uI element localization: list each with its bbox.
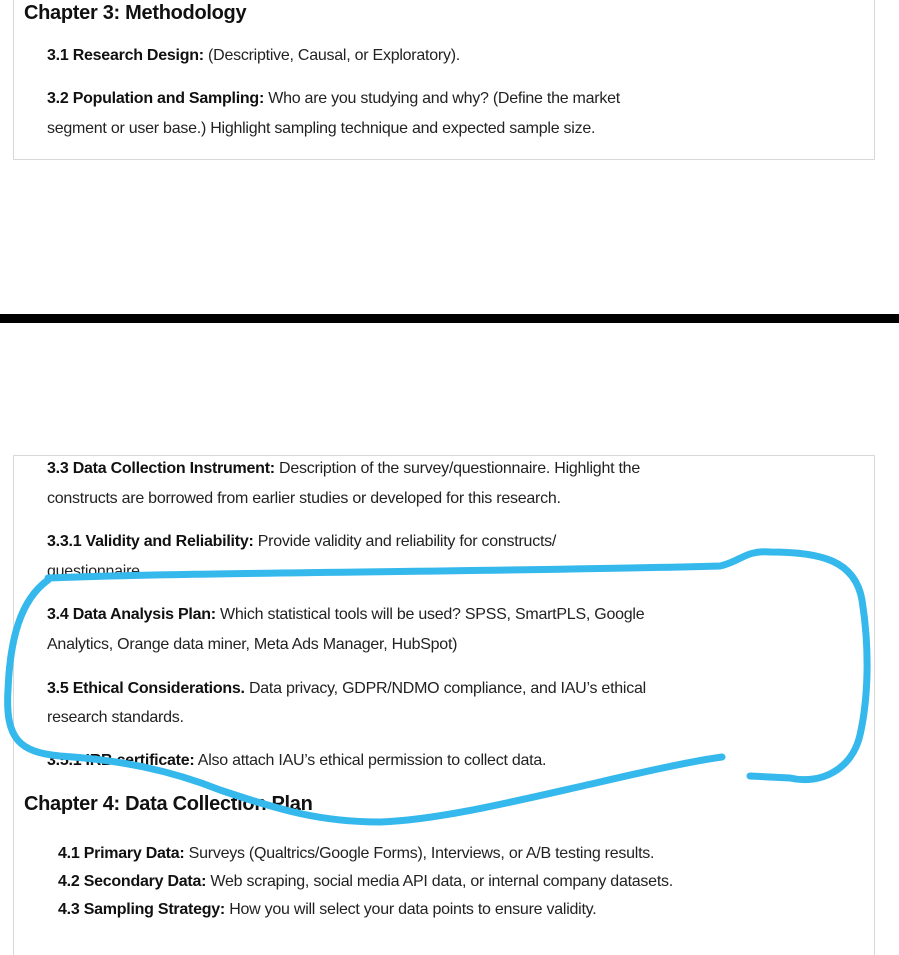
item-label: 3.5.1 IRB certificate: bbox=[47, 752, 195, 769]
item-label: 4.3 Sampling Strategy: bbox=[58, 901, 225, 918]
item-text: Web scraping, social media API data, or internal company datasets. bbox=[206, 873, 673, 890]
item-4-3 bbox=[58, 901, 596, 919]
item-3-1 bbox=[47, 47, 460, 65]
item-text: Also attach IAU’s ethical permission to collect data. bbox=[194, 752, 547, 769]
item-3-4 bbox=[47, 606, 644, 624]
item-text: Data privacy, GDPR/NDMO compliance, and IAU’s ethical bbox=[244, 680, 646, 697]
item-text: Description of the survey/questionnaire. Highlight the bbox=[274, 460, 640, 477]
item-label: 4.2 Secondary Data: bbox=[58, 873, 207, 890]
item-3-3-1-cont: questionnaire. bbox=[47, 563, 145, 580]
item-text: Who are you studying and why? (Define the market bbox=[264, 90, 620, 107]
item-label: 3.2 Population and Sampling: bbox=[47, 90, 265, 107]
item-text: Surveys (Qualtrics/Google Forms), Interviews, or A/B testing results. bbox=[184, 845, 655, 862]
chapter-3-title: Chapter 3: Methodology bbox=[24, 2, 247, 24]
item-label: 4.1 Primary Data: bbox=[58, 845, 185, 862]
item-label: 3.4 Data Analysis Plan: bbox=[47, 606, 216, 623]
item-3-5-cont: research standards. bbox=[47, 709, 184, 726]
chapter-4-title: Chapter 4: Data Collection Plan bbox=[24, 793, 313, 815]
item-3-3-1 bbox=[47, 533, 556, 551]
item-4-2 bbox=[58, 873, 673, 891]
item-label: 3.3.1 Validity and Reliability: bbox=[47, 533, 254, 550]
item-3-2 bbox=[47, 90, 620, 108]
item-text: (Descriptive, Causal, or Exploratory). bbox=[203, 47, 460, 64]
item-4-1 bbox=[58, 845, 654, 863]
item-3-5 bbox=[47, 680, 646, 698]
item-label: 3.3 Data Collection Instrument: bbox=[47, 460, 275, 477]
item-text: Provide validity and reliability for constructs/ bbox=[253, 533, 557, 550]
item-3-4-cont: Analytics, Orange data miner, Meta Ads Manager, HubSpot) bbox=[47, 636, 458, 653]
item-label: 3.1 Research Design: bbox=[47, 47, 204, 64]
item-3-2-cont: segment or user base.) Highlight sampling technique and expected sample size. bbox=[47, 120, 596, 137]
item-label: 3.5 Ethical Considerations. bbox=[47, 680, 245, 697]
page-divider bbox=[0, 314, 899, 323]
item-text: How you will select your data points to ensure validity. bbox=[225, 901, 597, 918]
item-text: Which statistical tools will be used? SPSS, SmartPLS, Google bbox=[215, 606, 645, 623]
item-3-5-1 bbox=[47, 752, 546, 770]
item-3-3-cont: constructs are borrowed from earlier studies or developed for this research. bbox=[47, 490, 561, 507]
item-3-3 bbox=[47, 460, 640, 478]
